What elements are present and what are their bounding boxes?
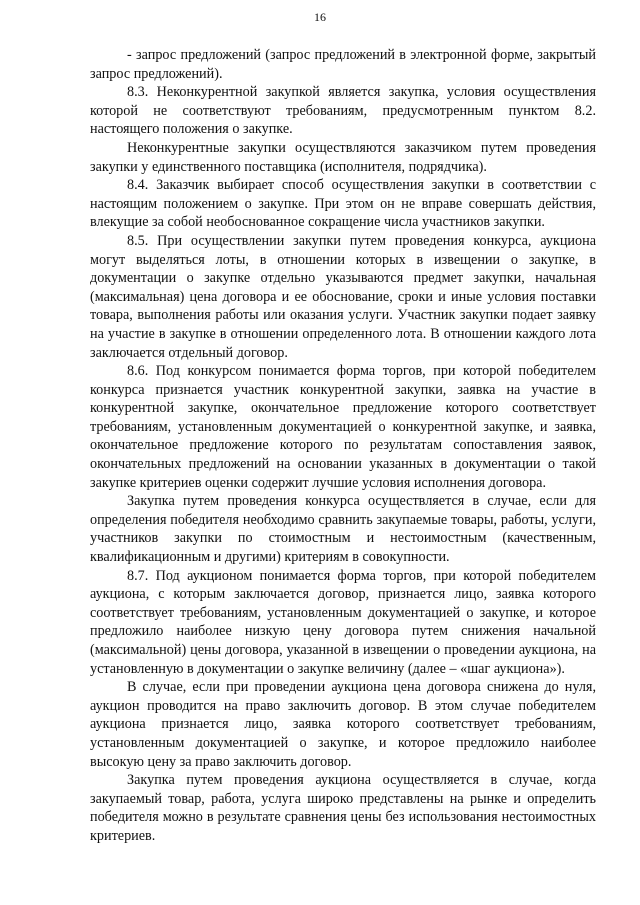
paragraph-8-3-cont: Неконкурентные закупки осуществляются заказчиком путем проведения закупки у единственного поставщика (исполнителя, подрядчика). [90,139,596,175]
paragraph-8-7-end: Закупка путем проведения аукциона осуществляется в случае, когда закупаемый товар, работа, услуга широко представлены на рынке и определить победителя можно в результате сравнения цены без использования нестоимостных критериев. [90,772,596,844]
paragraph-8-7: 8.7. Под аукционом понимается форма торгов, при которой победителем аукциона, с которым заключается договор, признается лицо, заявка которого соответствует требованиям, установленным документацией о закупке, и которое предложило наиболее низкую цену договора путем снижения начальной (максимальной) цены договора, указанной в извещении о проведении аукциона, на установленную в документации о закупке величину (далее – «шаг аукциона»). [90,567,596,677]
paragraph-8-6: 8.6. Под конкурсом понимается форма торгов, при которой победителем конкурса признается участник конкурентной закупки, заявка на участие в конкурентной закупке, окончательное предложение которого соответствует требованиям, установленным документацией о конкурентной закупке, и заявка, окончательное предложение которого по результатам сопоставления заявок, окончательных предложений на основании указанных в документации о такой закупке критериев оценки содержит лучшие условия исполнения договора. [90,363,596,491]
paragraph-list-item: - запрос предложений (запрос предложений в электронной форме, закрытый запрос предложений). [90,47,596,82]
page-number: 16 [314,10,326,24]
paragraph-8-4: 8.4. Заказчик выбирает способ осуществления закупки в соответствии с настоящим положением о закупке. При этом он не вправе совершать действия, влекущие за собой необоснованное сокращение числа участников закупки. [90,177,596,231]
paragraph-8-3: 8.3. Неконкурентной закупкой является закупка, условия осуществления которой не соответствуют требованиям, предусмотренным пунктом 8.2. настоящего положения о закупке. [90,84,596,138]
paragraph-8-6-cont: Закупка путем проведения конкурса осуществляется в случае, если для определения победителя необходимо сравнить закупаемые товары, работы, услуги, участников закупки по стоимостным и нестоимостным (качественным, квалификационным и другими) критериям в совокупности. [90,493,596,566]
document-body [90,46,596,846]
paragraph-8-5: 8.5. При осуществлении закупки путем проведения конкурса, аукциона могут выделяться лоты, в отношении которых в извещении о закупке, в документации о закупке отдельно указываются предмет закупки, начальная (максимальная) цена договора и ее обоснование, сроки и иные условия поставки товара, выполнения работы или оказания услуги. Участник закупки подает заявку на участие в закупке в отношении определенного лота. В отношении каждого лота заключается отдельный договор. [90,232,596,361]
paragraph-8-7-cont: В случае, если при проведении аукциона цена договора снижена до нуля, аукцион проводится на право заключить договор. В этом случае победителем аукциона признается лицо, заявка которого соответствует требованиям, установленным документацией о закупке, и которое предложило наиболее высокую цену за право заключить договор. [90,679,596,770]
